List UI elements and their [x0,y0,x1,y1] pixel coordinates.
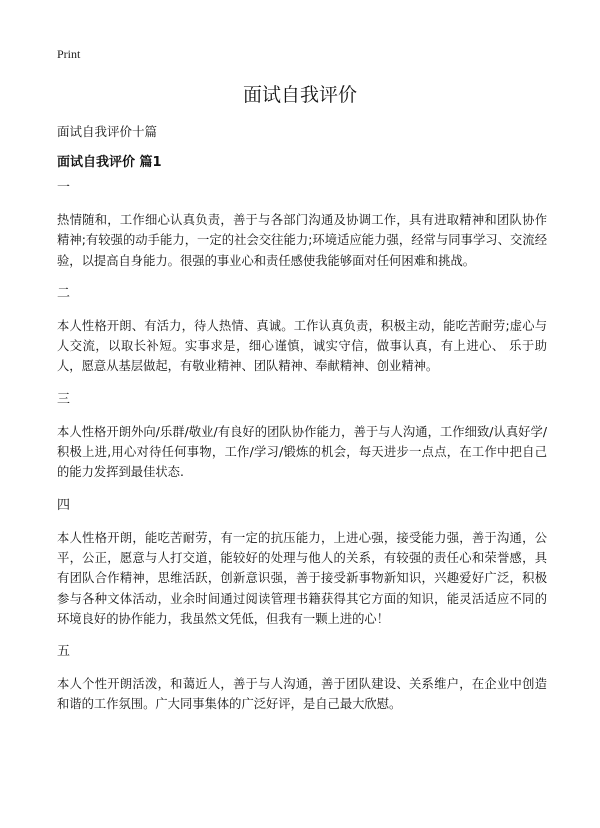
section-heading: 面试自我评价 篇1 [57,155,162,170]
section-paragraph-4: 本人性格开朗，能吃苦耐劳，有一定的抗压能力，上进心强，接受能力强，善于沟通，公平，公正，愿意与人打交道，能较好的处理与他人的关系，有较强的责任心和荣誉感，具有团队合作精神，思维活跃，创新意识强，善于接受新事物新知识，兴趣爱好广泛，积极参与各种文体活动，业余时间通过阅读管理书籍获得其它方面的知识，能灵活适应不同的环境良好的协作能力，我虽然文凭低，但我有一颗上进的心！ [57,530,547,626]
section-paragraph-5: 本人个性开朗活泼，和蔼近人，善于与人沟通，善于团队建设、关系维户，在企业中创造和谐的工作氛围。广大同事集体的广泛好评，是自己最大欣慰。 [57,677,547,712]
section-label-1: 一 [57,180,71,195]
section-paragraph-2: 本人性格开朗、有活力，待人热情、真诚。工作认真负责，积极主动，能吃苦耐劳;虚心与人交流，以取长补短。实事求是，细心谨慎，诚实守信，做事认真，有上进心、 乐于助人，愿意从基层做起，有敬业精神、团队精神、奉献精神、创业精神。 [57,318,547,374]
section-label-5: 五 [57,644,71,660]
document-body [57,178,547,728]
section-label-2: 二 [57,285,71,301]
page-title: 面试自我评价 [242,84,357,106]
print-link[interactable]: Print [57,47,81,61]
section-paragraph-3: 本人性格开朗外向/乐群/敬业/有良好的团队协作能力，善于与人沟通，工作细致/认真好学/积极上进,用心对待任何事物，工作/学习/锻炼的机会，每天进步一点点，在工作中把自己的能力发挥到最佳状态. [57,424,547,480]
section-label-3: 三 [57,391,71,407]
section-paragraph-1: 热情随和，工作细心认真负责，善于与各部门沟通及协调工作，具有进取精神和团队协作精神;有较强的动手能力，一定的社会交往能力;环境适应能力强，经常与同事学习、交流经验，以提高自身能力。很强的事业心和责任感使我能够面对任何困难和挑战。 [57,213,547,268]
document-subtitle: 面试自我评价十篇 [57,124,158,139]
section-label-4: 四 [57,497,71,513]
